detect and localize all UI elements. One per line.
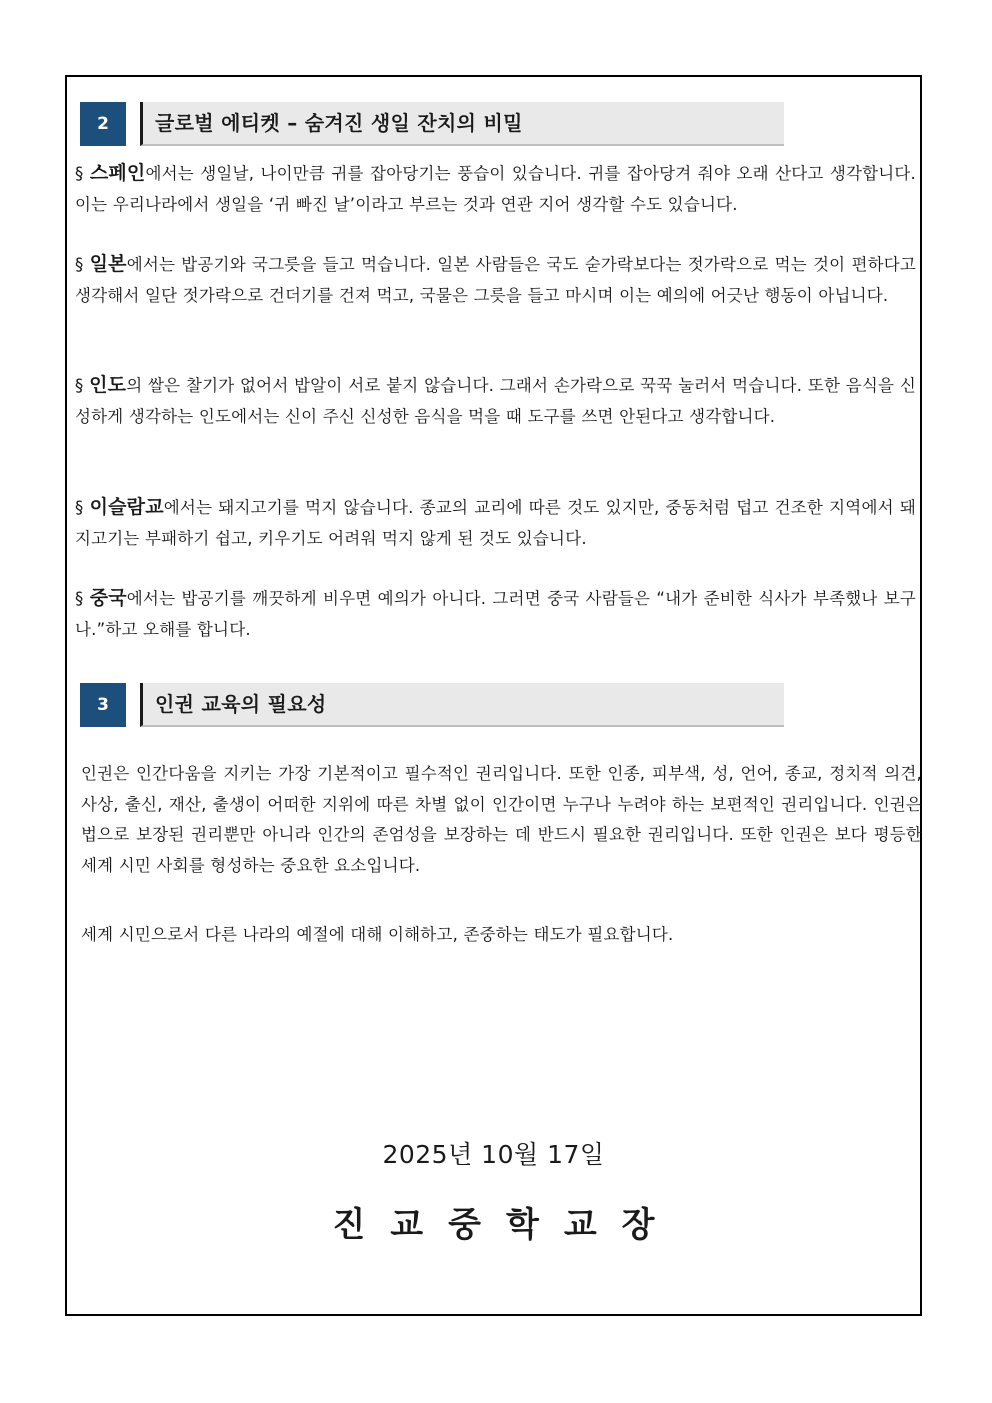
text-spain: 에서는 생일날, 나이만큼 귀를 잡아당기는 풍습이 있습니다. 귀를 잡아당겨 줘야 오래 산다고 생각합니다. 이는 우리나라에서 생일을 ‘귀 빠진 날’이라고 부르는 것과 연관 지어 생각할 수도 있습니다. [75,164,917,214]
section-2-number: 2 [80,102,126,146]
paragraph-spain [75,158,916,220]
text-china: 에서는 밥공기를 깨끗하게 비우면 예의가 아니다. 그러면 중국 사람들은 “내가 준비한 식사가 부족했나 보구나.”하고 오해를 합니다. [75,589,916,639]
text-india: 의 쌀은 찰기가 없어서 밥알이 서로 붙지 않습니다. 그래서 손가락으로 꾹꾹 눌러서 먹습니다. 또한 음식을 신성하게 생각하는 인도에서는 신이 주신 신성한 음식을 먹을 때 도구를 쓰면 안된다고 생각합니다. [75,376,916,426]
section-3-title: 인권 교육의 필요성 [140,683,784,727]
paragraph-human-rights: 인권은 인간다움을 지키는 가장 기본적이고 필수적인 권리입니다. 또한 인종, 피부색, 성, 언어, 종교, 정치적 의견, 사상, 출신, 재산, 출생이 어떠한 지위에 따른 차별 없이 인간이면 누구나 누려야 하는 보편적인 권리입니다. 인권은 법으로 보장된 권리뿐만 아니라 인간의 존엄성을 보장하는 데 반드시 필요한 권리입니다. 또한 인권은 보다 평등한 세계 시민 사회를 형성하는 중요한 요소입니다. [81,764,922,875]
section-mark: § [75,255,84,274]
section-2-header [80,102,784,146]
document-date: 2025년 10월 17일 [382,1140,605,1169]
keyword-china: 중국 [89,587,127,609]
section-mark: § [75,498,84,517]
paragraph-japan [75,249,916,311]
section-mark: § [75,589,84,608]
document-frame [65,75,922,1316]
keyword-islam: 이슬람교 [89,496,164,518]
paragraph-china [75,583,916,645]
paragraph-india [75,370,916,432]
section-mark: § [75,164,84,183]
signer-name: 진교중학교장 [332,1205,680,1245]
text-islam: 에서는 돼지고기를 먹지 않습니다. 종교의 교리에 따른 것도 있지만, 중동처럼 덥고 건조한 지역에서 돼지고기는 부패하기 쉽고, 키우기도 어려워 먹지 않게 된 것도 있습니다. [75,498,916,548]
section-2-title: 글로벌 에티켓 – 숨겨진 생일 잔치의 비밀 [140,102,784,146]
keyword-japan: 일본 [89,253,127,275]
keyword-spain: 스페인 [89,162,146,184]
paragraph-global-citizen: 세계 시민으로서 다른 나라의 예절에 대해 이해하고, 존중하는 태도가 필요합니다. [81,925,674,944]
paragraph-islam [75,492,916,554]
text-japan: 에서는 밥공기와 국그릇을 들고 먹습니다. 일본 사람들은 국도 숟가락보다는 젓가락으로 먹는 것이 편하다고 생각해서 일단 젓가락으로 건더기를 건져 먹고, 국물은 그릇을 들고 마시며 이는 예의에 어긋난 행동이 아닙니다. [75,255,916,305]
section-3-header [80,683,784,727]
section-mark: § [75,376,84,395]
section-3-number: 3 [80,683,126,727]
keyword-india: 인도 [89,374,127,396]
